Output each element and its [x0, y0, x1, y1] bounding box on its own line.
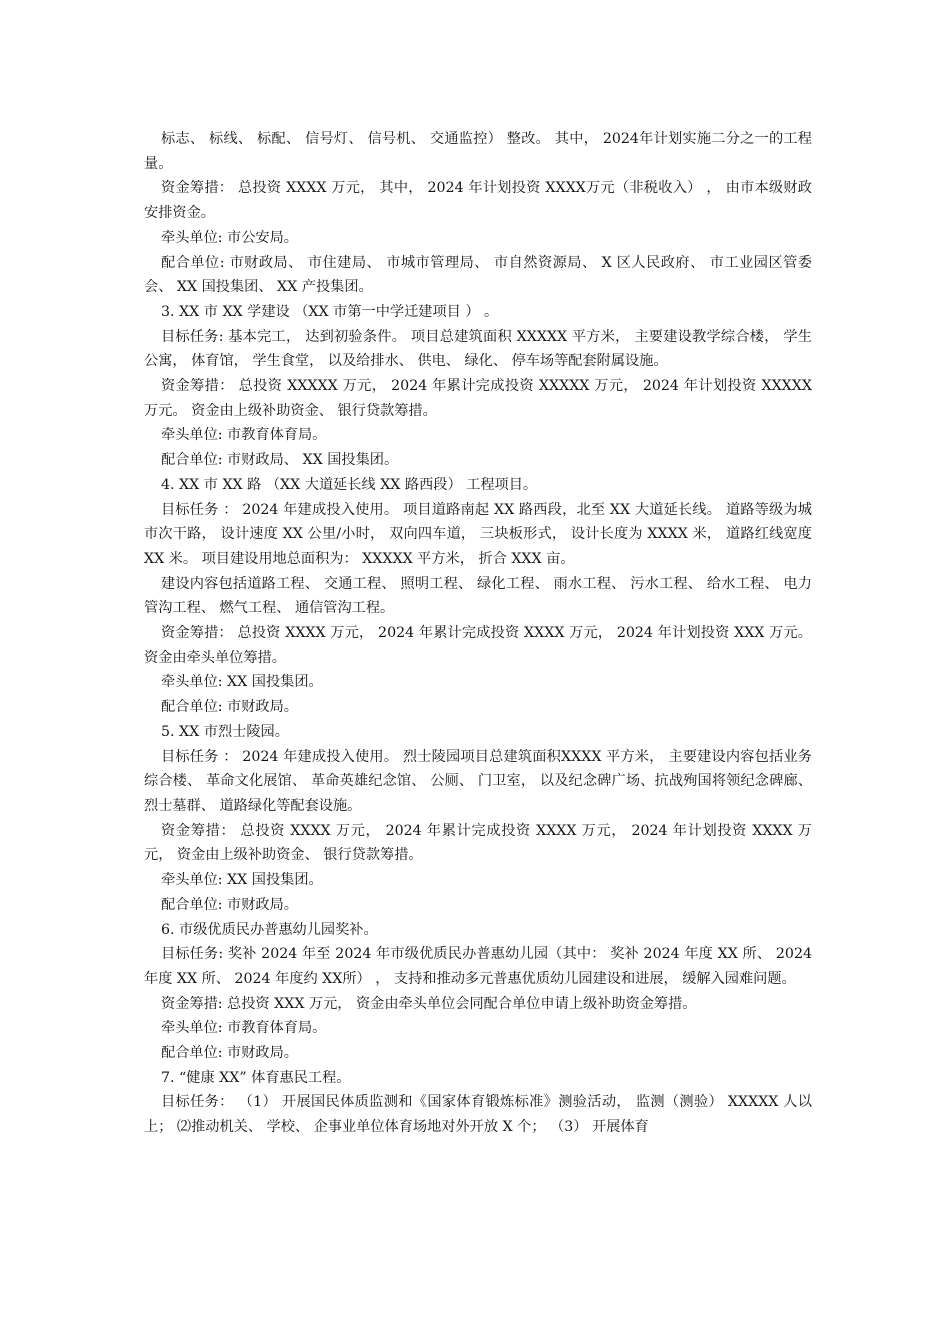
- paragraph-funding: 资金筹措： 总投资 XXXX 万元， 2024 年累计完成投资 XXXX 万元， 2024 年计划投资 XXXX 万元， 资金由上级补助资金、 银行贷款筹措。: [144, 822, 812, 864]
- paragraph-lead-unit: 牵头单位: 市公安局。: [161, 229, 298, 246]
- paragraph-target-task: 目标任务 ： 2024 年建成投入使用。 项目道路南起 XX 路西段，北至 XX 大道延长线。 道路等级为城市次干路， 设计速度 XX 公里/小时， 双向四车道， 三块板形式， 设计长度为 XXXX 米， 道路红线宽度 XX 米。 项目建设用地总面积为： XXXXX 平方米， 折合 XXX 亩。: [144, 501, 812, 567]
- paragraph-target-task: 目标任务: 基本完工， 达到初验条件。 项目总建筑面积 XXXXX 平方米， 主要建设教学综合楼， 学生公寓， 体育馆， 学生食堂， 以及给排水、 供电、 绿化、 停车场等配套附属设施。: [144, 328, 812, 370]
- paragraph-funding: 资金筹措： 总投资 XXXX 万元， 2024 年累计完成投资 XXXX 万元， 2024 年计划投资 XXX 万元。 资金由牵头单位筹措。: [144, 625, 812, 666]
- section-heading-5: 5. XX 市烈士陵园。: [161, 723, 289, 740]
- section-heading-7: 7. “健康 XX” 体育惠民工程。: [161, 1069, 351, 1086]
- paragraph-construction-content: 建设内容包括道路工程、 交通工程、 照明工程、 绿化工程、 雨水工程、 污水工程、 给水工程、 电力管沟工程、 燃气工程、 通信管沟工程。: [144, 575, 812, 617]
- paragraph-traffic-scope: 标志、 标线、 标配、 信号灯、 信号机、 交通监控） 整改。 其中， 2024年计划实施二分之一的工程量。: [144, 131, 812, 172]
- paragraph-funding: 资金筹措： 总投资 XXXXX 万元， 2024 年累计完成投资 XXXXX 万元， 2024 年计划投资 XXXXX 万元。 资金由上级补助资金、 银行贷款筹措。: [144, 378, 812, 419]
- section-heading-6: 6. 市级优质民办普惠幼儿园奖补。: [161, 921, 378, 938]
- paragraph-lead-unit: 牵头单位: XX 国投集团。: [161, 674, 323, 691]
- paragraph-coop-units: 配合单位: 市财政局、 市住建局、 市城市管理局、 市自然资源局、 X 区人民政府、 市工业园区管委会、 XX 国投集团、 XX 产投集团。: [144, 254, 812, 296]
- paragraph-coop-units: 配合单位: 市财政局、 XX 国投集团。: [161, 452, 399, 469]
- paragraph-funding: 资金筹措: 总投资 XXX 万元， 资金由牵头单位会同配合单位申请上级补助资金筹措。: [161, 995, 697, 1012]
- paragraph-lead-unit: 牵头单位: XX 国投集团。: [161, 872, 323, 889]
- section-heading-3: 3. XX 市 XX 学建设 （XX 市第一中学迁建项目 ） 。: [161, 303, 499, 320]
- document-body: [144, 127, 812, 1140]
- paragraph-target-task: 目标任务: 奖补 2024 年至 2024 年市级优质民办普惠幼儿园（其中： 奖补 2024 年度 XX 所、 2024 年度 XX 所、 2024 年度约 XX所） ， 支持和推动多元普惠优质幼儿园建设和进展， 缓解入园难问题。: [144, 946, 812, 987]
- paragraph-coop-units: 配合单位: 市财政局。: [161, 1045, 298, 1062]
- paragraph-lead-unit: 牵头单位: 市教育体育局。: [161, 1020, 327, 1037]
- section-heading-4: 4. XX 市 XX 路 （XX 大道延长线 XX 路西段） 工程项目。: [161, 476, 538, 493]
- paragraph-coop-units: 配合单位: 市财政局。: [161, 896, 298, 913]
- paragraph-coop-units: 配合单位: 市财政局。: [161, 699, 298, 716]
- paragraph-funding: 资金筹措： 总投资 XXXX 万元， 其中， 2024 年计划投资 XXXX万元（非税收入） ， 由市本级财政安排资金。: [144, 180, 812, 222]
- paragraph-target-task: 目标任务： （1） 开展国民体质监测和《国家体育锻炼标准》测验活动， 监测（测验） XXXXX 人以上； ⑵推动机关、 学校、 企事业单位体育场地对外开放 X 个； （3） 开展体育: [144, 1094, 812, 1136]
- paragraph-lead-unit: 牵头单位: 市教育体育局。: [161, 427, 327, 444]
- paragraph-target-task: 目标任务 ： 2024 年建成投入使用。 烈士陵园项目总建筑面积XXXX 平方米， 主要建设内容包括业务综合楼、 革命文化展馆、 革命英雄纪念馆、 公厕、 门卫室， 以及纪念碑广场、抗战殉国将领纪念碑廊、 烈士墓群、 道路绿化等配套设施。: [144, 748, 812, 814]
